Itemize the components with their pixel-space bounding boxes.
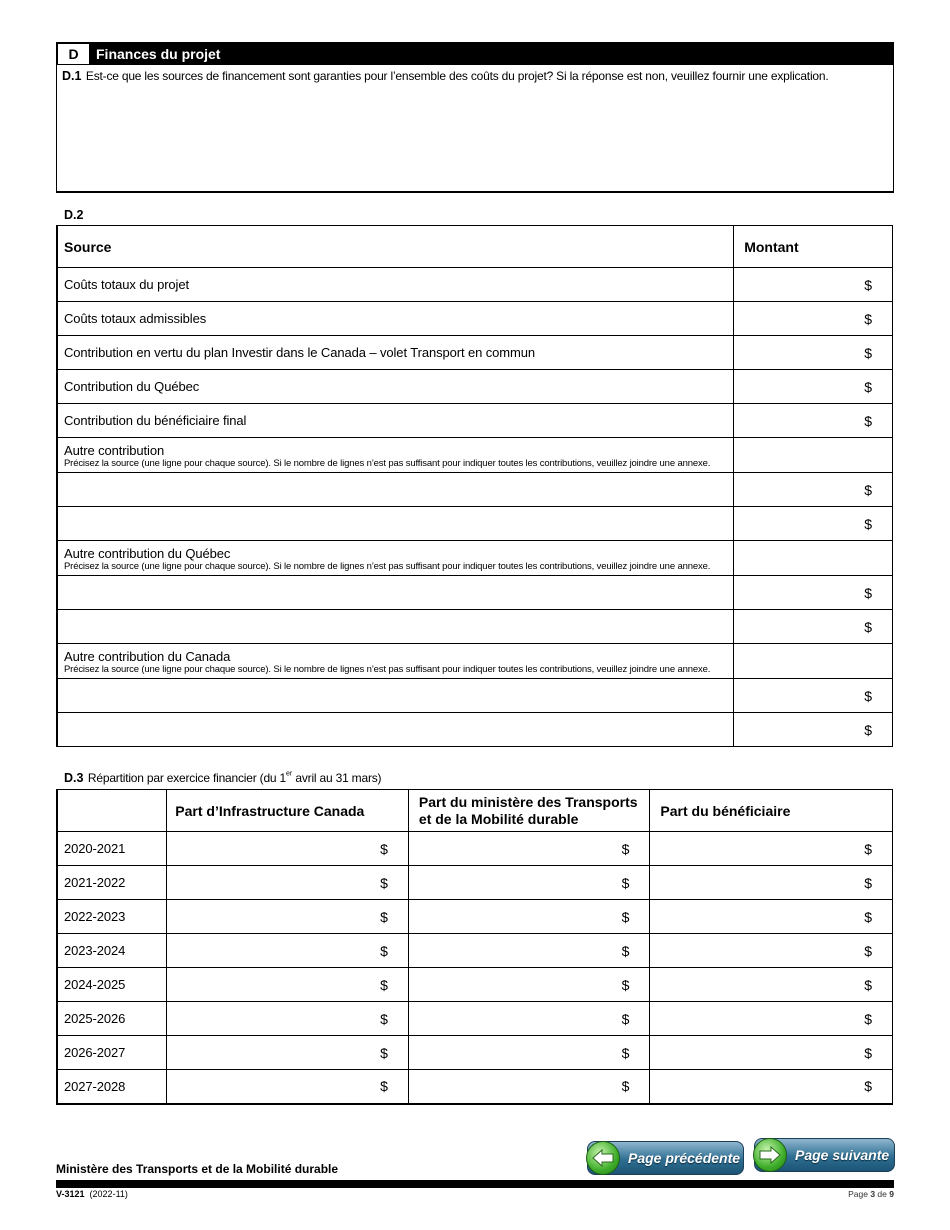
d2-source-cell (57, 370, 734, 404)
d3-year-row (57, 968, 893, 1002)
currency-symbol: $ (380, 1078, 388, 1095)
d3-year-header (57, 790, 167, 832)
d2-row (57, 336, 893, 370)
d3-infra-canada-field[interactable] (167, 832, 409, 866)
d2-other-note: Précisez la source (une ligne pour chaque source). Si le nombre de lignes n’est pas suffisant pour indiquer toutes les contributions, veuillez joindre une annexe. (64, 664, 711, 675)
currency-symbol: $ (380, 976, 388, 993)
d2-other-row (57, 713, 893, 747)
currency-symbol: $ (864, 1010, 872, 1027)
d3-infra-canada-field[interactable] (167, 1036, 409, 1070)
d2-label: D.2 (64, 208, 84, 222)
currency-symbol: $ (864, 840, 872, 857)
d3-beneficiary-field[interactable] (650, 832, 893, 866)
d3-ministry-field[interactable] (408, 934, 650, 968)
d3-title (64, 769, 381, 787)
d2-other-group-header (57, 438, 893, 473)
d3-ministry-field[interactable] (408, 968, 650, 1002)
d3-beneficiary-field[interactable] (650, 866, 893, 900)
d1-question (62, 67, 887, 85)
currency-symbol: $ (864, 618, 872, 635)
d3-year-label: 2021-2022 (64, 875, 126, 890)
d3-ministry-field[interactable] (408, 832, 650, 866)
d2-other-source-field[interactable] (57, 473, 734, 507)
page-indicator (848, 1189, 894, 1199)
d2-other-amount-field[interactable] (734, 473, 893, 507)
currency-symbol: $ (621, 1044, 630, 1061)
d2-other-amount-field[interactable] (734, 679, 893, 713)
currency-symbol: $ (864, 310, 872, 327)
previous-page-button[interactable] (587, 1141, 744, 1175)
d3-infra-canada-field[interactable] (167, 900, 409, 934)
currency-symbol: $ (864, 276, 872, 293)
form-date: (2022-11) (89, 1189, 128, 1199)
currency-symbol: $ (621, 942, 630, 959)
d2-row-label: Coûts totaux admissibles (64, 311, 207, 326)
d3-table (56, 789, 893, 1105)
d1-number: D.1 (62, 69, 82, 83)
d2-row-label: Contribution du bénéficiaire final (64, 413, 247, 428)
d3-year-row (57, 1070, 893, 1104)
d2-other-header-amount (734, 644, 893, 679)
d1-answer-field[interactable] (59, 85, 889, 187)
col-amount-header: Montant (734, 226, 893, 268)
d2-other-title: Autre contribution du Québec (64, 546, 231, 561)
col-source-header: Source (57, 226, 734, 268)
currency-symbol: $ (864, 515, 872, 532)
currency-symbol: $ (380, 942, 388, 959)
currency-symbol: $ (380, 908, 388, 925)
d2-source-cell (57, 302, 734, 336)
currency-symbol: $ (864, 1078, 872, 1095)
d2-other-amount-field[interactable] (734, 507, 893, 541)
d3-col2-line1: Part du ministère des Transports (418, 793, 638, 810)
currency-symbol: $ (380, 1044, 388, 1061)
d3-year-label: 2020-2021 (64, 841, 126, 856)
form-code: V-3121 (56, 1189, 85, 1199)
d2-other-title: Autre contribution du Canada (64, 649, 231, 664)
d3-year-cell (57, 968, 167, 1002)
d2-other-amount-field[interactable] (734, 576, 893, 610)
d3-year-label: 2027-2028 (64, 1078, 126, 1094)
arrow-left-icon (586, 1141, 620, 1175)
d2-other-amount-field[interactable] (734, 713, 893, 747)
d2-amount-field[interactable] (734, 268, 893, 302)
currency-symbol: $ (864, 942, 872, 959)
d3-infra-canada-field[interactable] (167, 968, 409, 1002)
d2-other-header-cell (57, 644, 734, 679)
d2-amount-field[interactable] (734, 336, 893, 370)
next-page-label: Page suivante (795, 1147, 890, 1163)
d3-title-sup: er (286, 770, 293, 778)
d2-other-row (57, 679, 893, 713)
d3-infra-canada-field[interactable] (167, 1002, 409, 1036)
d2-other-source-field[interactable] (57, 576, 734, 610)
d3-year-label: 2024-2025 (64, 977, 126, 992)
currency-symbol: $ (380, 840, 388, 857)
d2-other-title: Autre contribution (64, 443, 165, 458)
d2-other-amount-field[interactable] (734, 610, 893, 644)
d2-row (57, 268, 893, 302)
d2-other-source-field[interactable] (57, 713, 734, 747)
previous-page-label: Page précédente (628, 1150, 741, 1166)
d3-beneficiary-field[interactable] (650, 900, 893, 934)
d3-year-row (57, 1002, 893, 1036)
d2-row-label: Contribution du Québec (64, 379, 200, 394)
d1-text: Est-ce que les sources de financement sont garanties pour l’ensemble des coûts du projet? Si la réponse est non, veuillez fournir une explication. (85, 69, 829, 83)
d3-beneficiary-field[interactable] (650, 1002, 893, 1036)
currency-symbol: $ (864, 976, 872, 993)
d2-amount-field[interactable] (734, 302, 893, 336)
currency-symbol: $ (864, 874, 872, 891)
d3-year-label: 2025-2026 (64, 1011, 126, 1026)
section-header (57, 43, 893, 65)
d3-beneficiary-field[interactable] (650, 1036, 893, 1070)
next-page-button[interactable] (754, 1138, 895, 1172)
d3-year-row (57, 832, 893, 866)
d3-beneficiary-field[interactable] (650, 934, 893, 968)
currency-symbol: $ (380, 874, 388, 891)
d2-other-note: Précisez la source (une ligne pour chaque source). Si le nombre de lignes n’est pas suffisant pour indiquer toutes les contributions, veuillez joindre une annexe. (64, 561, 711, 572)
d3-infra-canada-field[interactable] (167, 934, 409, 968)
d3-title-pre: Répartition par exercice financier (du 1 (87, 771, 287, 785)
currency-symbol: $ (380, 1010, 388, 1027)
d2-other-source-field[interactable] (57, 610, 734, 644)
d2-other-header-amount (734, 541, 893, 576)
currency-symbol: $ (864, 378, 872, 395)
d2-row (57, 404, 893, 438)
d3-year-cell (57, 832, 167, 866)
d3-col1-header: Part d’Infrastructure Canada (167, 790, 409, 832)
currency-symbol: $ (621, 840, 630, 857)
d2-amount-field[interactable] (734, 404, 893, 438)
currency-symbol: $ (621, 976, 630, 993)
d2-row-label: Coûts totaux du projet (64, 277, 189, 292)
d3-ministry-field[interactable] (408, 1002, 650, 1036)
d2-table (56, 225, 893, 747)
d3-beneficiary-field[interactable] (650, 1070, 893, 1104)
section-d (56, 42, 894, 193)
footer-bar (56, 1180, 894, 1188)
currency-symbol: $ (621, 1078, 630, 1095)
d3-infra-canada-field[interactable] (167, 866, 409, 900)
d3-header-row (57, 790, 893, 832)
currency-symbol: $ (864, 412, 872, 429)
currency-symbol: $ (864, 481, 872, 498)
d3-year-row (57, 934, 893, 968)
d2-other-row (57, 507, 893, 541)
currency-symbol: $ (621, 908, 630, 925)
d2-other-header-cell (57, 438, 734, 473)
d2-other-row (57, 610, 893, 644)
d3-year-cell (57, 900, 167, 934)
d2-amount-field[interactable] (734, 370, 893, 404)
d2-source-cell (57, 404, 734, 438)
d2-header-row (57, 226, 893, 268)
d3-year-label: 2022-2023 (64, 909, 126, 924)
page-total: 9 (889, 1189, 894, 1199)
currency-symbol: $ (621, 1010, 630, 1027)
d3-col2-header (408, 790, 650, 832)
d2-other-row (57, 576, 893, 610)
d3-col2-line2: et de la Mobilité durable (418, 810, 579, 827)
d3-ministry-field[interactable] (408, 900, 650, 934)
d3-ministry-field[interactable] (408, 866, 650, 900)
d2-other-note: Précisez la source (une ligne pour chaque source). Si le nombre de lignes n’est pas suffisant pour indiquer toutes les contributions, veuillez joindre une annexe. (64, 458, 711, 469)
d3-year-cell (57, 934, 167, 968)
d3-col3-header: Part du bénéficiaire (650, 790, 893, 832)
d3-infra-canada-field[interactable] (167, 1070, 409, 1104)
page-number: 3 (870, 1189, 876, 1199)
d3-beneficiary-field[interactable] (650, 968, 893, 1002)
d3-title-post: avril au 31 mars) (292, 771, 382, 785)
d2-row (57, 302, 893, 336)
d3-year-row (57, 900, 893, 934)
d2-row (57, 370, 893, 404)
currency-symbol: $ (864, 687, 872, 704)
d2-other-header-cell (57, 541, 734, 576)
currency-symbol: $ (864, 1044, 872, 1061)
d2-other-source-field[interactable] (57, 507, 734, 541)
d3-ministry-field[interactable] (408, 1036, 650, 1070)
currency-symbol: $ (864, 344, 872, 361)
d2-source-cell (57, 268, 734, 302)
section-letter: D (57, 43, 90, 65)
d3-year-cell (57, 1070, 167, 1104)
d2-row-label: Contribution en vertu du plan Investir dans le Canada – volet Transport en commun (64, 345, 536, 360)
d3-year-cell (57, 1002, 167, 1036)
section-title: Finances du projet (96, 46, 221, 62)
form-id (56, 1189, 128, 1199)
d2-other-group-header (57, 541, 893, 576)
d3-year-cell (57, 1036, 167, 1070)
d3-year-row (57, 866, 893, 900)
currency-symbol: $ (864, 584, 872, 601)
d2-other-group-header (57, 644, 893, 679)
ministry-name: Ministère des Transports et de la Mobilité durable (56, 1162, 339, 1176)
d3-ministry-field[interactable] (408, 1070, 650, 1104)
currency-symbol: $ (864, 908, 872, 925)
currency-symbol: $ (864, 721, 872, 738)
d3-year-label: 2026-2027 (64, 1045, 126, 1060)
d2-other-row (57, 473, 893, 507)
d2-other-source-field[interactable] (57, 679, 734, 713)
d3-year-cell (57, 866, 167, 900)
d3-year-row (57, 1036, 893, 1070)
page-of: de (877, 1189, 887, 1199)
currency-symbol: $ (621, 874, 630, 891)
d3-year-label: 2023-2024 (64, 943, 126, 958)
page-prefix: Page (848, 1189, 868, 1199)
arrow-right-icon (753, 1138, 787, 1172)
d2-source-cell (57, 336, 734, 370)
d3-label: D.3 (64, 771, 84, 785)
d2-other-header-amount (734, 438, 893, 473)
